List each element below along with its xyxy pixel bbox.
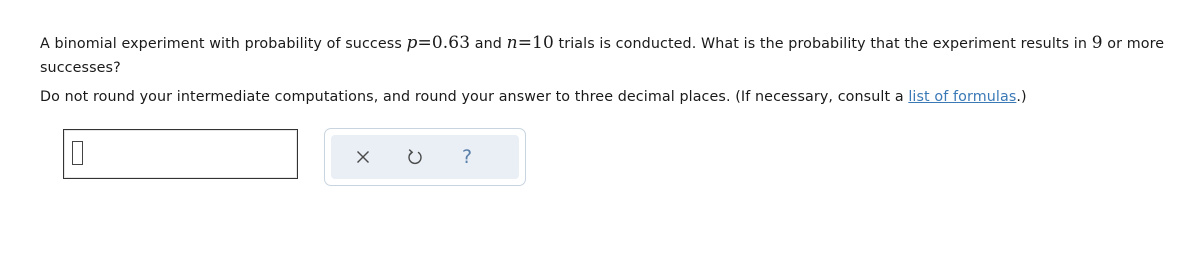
equals-sign: = — [417, 33, 432, 53]
question-mark-icon: ? — [461, 145, 473, 168]
var-n: n — [506, 33, 518, 53]
tool-panel-inner — [331, 135, 519, 179]
question-part2: and — [470, 36, 507, 52]
n-value: 10 — [532, 33, 554, 53]
instructions-text — [40, 85, 1185, 109]
clear-button[interactable] — [348, 142, 378, 172]
k-value: 9 — [1091, 33, 1103, 53]
math-p-expression — [407, 33, 471, 53]
help-button[interactable] — [452, 142, 482, 172]
instructions-before-link: Do not round your intermediate computations, and round your answer to three decimal places. (If necessary, consult a — [40, 89, 909, 105]
x-icon — [356, 150, 370, 164]
question-part3: trials is conducted. What is the probability that the experiment results in — [553, 36, 1092, 52]
tool-panel — [324, 128, 526, 186]
undo-icon — [407, 148, 423, 166]
p-value: 0.63 — [431, 33, 471, 53]
question-text — [40, 31, 1185, 80]
formulas-link[interactable]: list of formulas — [908, 89, 1017, 105]
instructions-after-link: .) — [1016, 89, 1027, 105]
var-p: p — [406, 33, 418, 53]
answer-box[interactable] — [63, 129, 298, 179]
answer-input[interactable] — [72, 141, 83, 165]
question-part4: or more successes? — [40, 36, 1165, 76]
undo-button[interactable] — [400, 142, 430, 172]
equals-sign: = — [517, 33, 533, 53]
question-part1: A binomial experiment with probability of success — [40, 36, 407, 52]
math-n-expression — [507, 33, 554, 53]
